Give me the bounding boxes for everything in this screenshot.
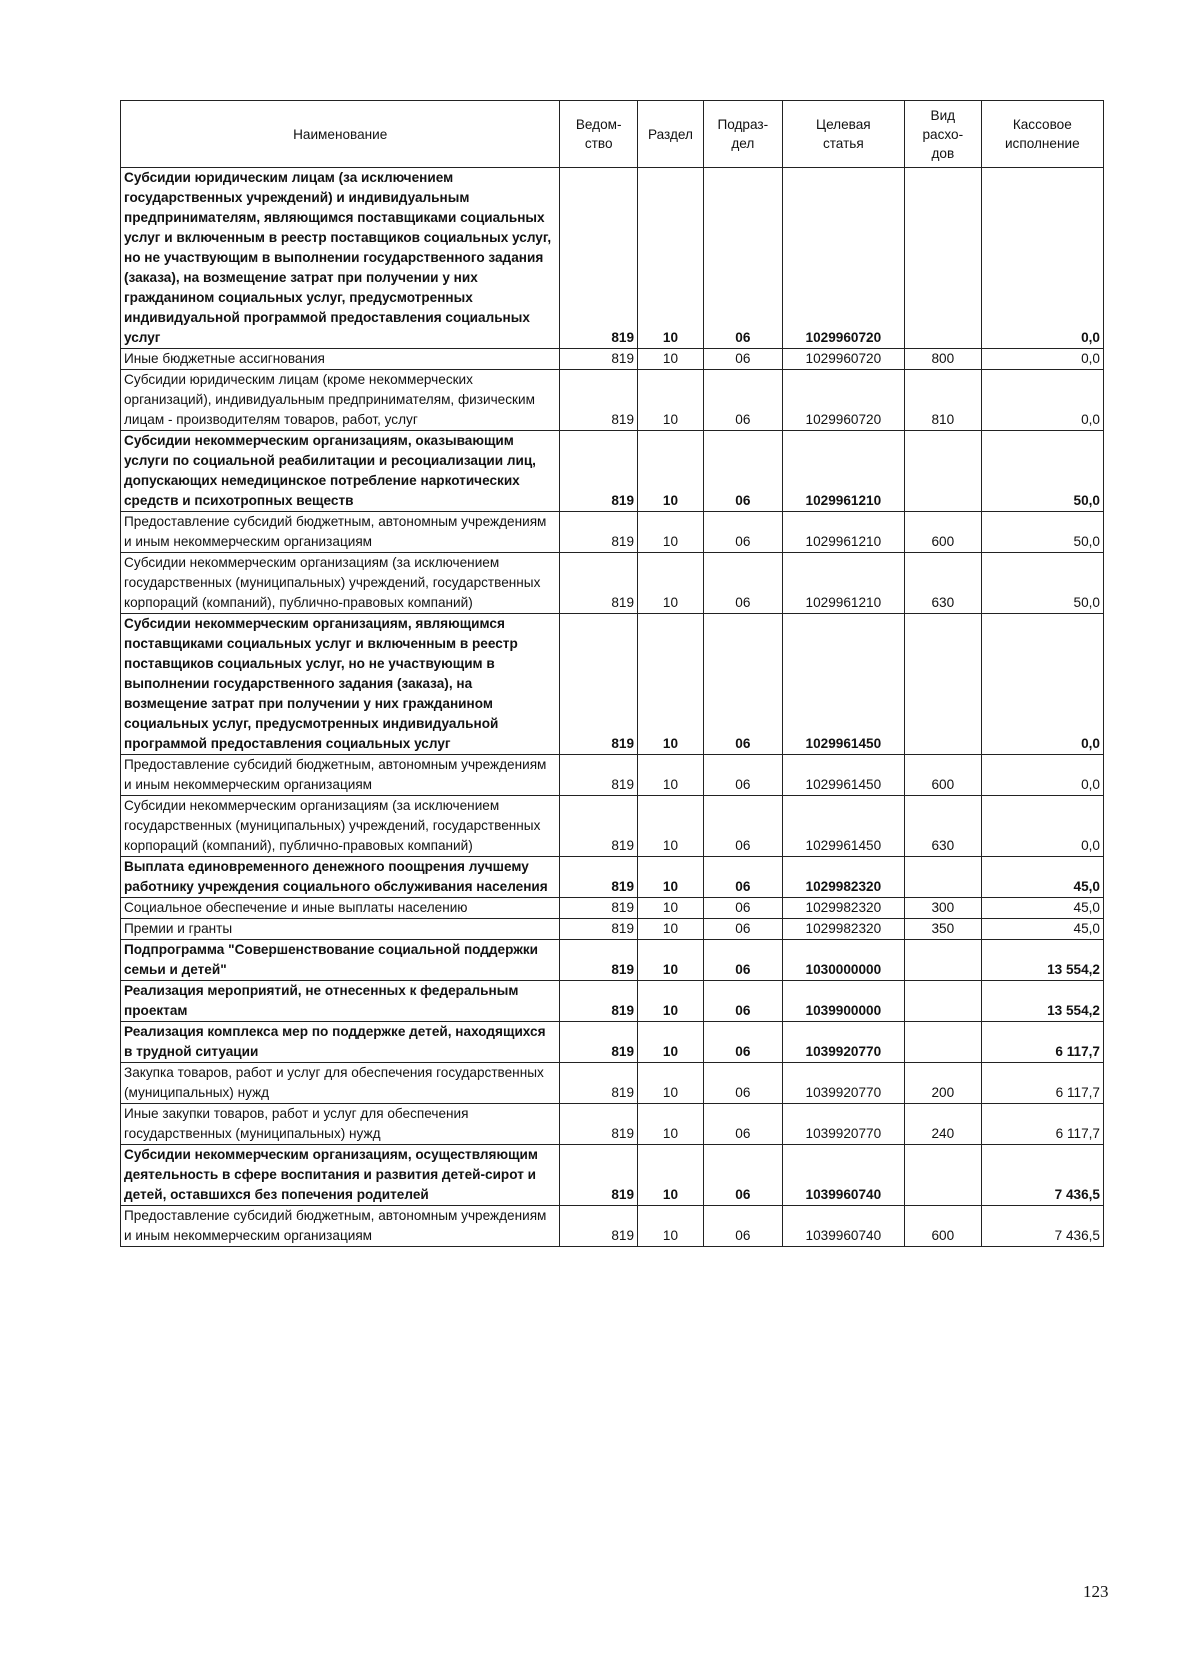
- cell-amount: 45,0: [981, 919, 1103, 940]
- cell-name: Субсидии юридическим лицам (за исключением государственных учреждений) и индивидуальным предпринимателям, являющимся поставщиками социальных услуг и включенным в реестр поставщиков социальных услуг, но не участвующим в выполнении государственного задания (заказа), на возмещение затрат при получении у них гражданином социальных услуг, предусмотренных индивидуальной программой предоставления социальных услуг: [121, 168, 560, 349]
- table-row: [121, 1206, 1104, 1247]
- cell-razdel: 10: [638, 168, 704, 349]
- cell-razdel: 10: [638, 981, 704, 1022]
- cell-podrazdel: 06: [703, 614, 782, 755]
- cell-vr: [905, 168, 982, 349]
- cell-name: Предоставление субсидий бюджетным, автономным учреждениям и иным некоммерческим организациям: [121, 512, 560, 553]
- cell-amount: 50,0: [981, 553, 1103, 614]
- cell-cs: 1029961450: [782, 614, 904, 755]
- cell-podrazdel: 06: [703, 1145, 782, 1206]
- cell-podrazdel: 06: [703, 898, 782, 919]
- table-row: [121, 431, 1104, 512]
- cell-podrazdel: 06: [703, 431, 782, 512]
- cell-name: Социальное обеспечение и иные выплаты населению: [121, 898, 560, 919]
- cell-cs: 1039960740: [782, 1145, 904, 1206]
- cell-vr: 800: [905, 349, 982, 370]
- header-row: [121, 101, 1104, 168]
- cell-vr: 300: [905, 898, 982, 919]
- cell-podrazdel: 06: [703, 1206, 782, 1247]
- cell-vr: [905, 940, 982, 981]
- cell-cs: 1039920770: [782, 1104, 904, 1145]
- cell-razdel: 10: [638, 431, 704, 512]
- cell-razdel: 10: [638, 940, 704, 981]
- cell-name: Реализация комплекса мер по поддержке детей, находящихся в трудной ситуации: [121, 1022, 560, 1063]
- cell-ved: 819: [560, 981, 638, 1022]
- cell-vr: [905, 1145, 982, 1206]
- table-body: [121, 168, 1104, 1247]
- table-row: [121, 614, 1104, 755]
- table-row: [121, 553, 1104, 614]
- table-row: [121, 1104, 1104, 1145]
- cell-razdel: 10: [638, 1104, 704, 1145]
- cell-cs: 1029961210: [782, 431, 904, 512]
- cell-cs: 1029982320: [782, 857, 904, 898]
- cell-cs: 1039920770: [782, 1063, 904, 1104]
- cell-amount: 7 436,5: [981, 1145, 1103, 1206]
- table-row: [121, 898, 1104, 919]
- cell-podrazdel: 06: [703, 1104, 782, 1145]
- cell-vr: 630: [905, 553, 982, 614]
- cell-razdel: 10: [638, 614, 704, 755]
- table-row: [121, 919, 1104, 940]
- cell-podrazdel: 06: [703, 1063, 782, 1104]
- cell-ved: 819: [560, 1104, 638, 1145]
- table-row: [121, 1022, 1104, 1063]
- cell-razdel: 10: [638, 349, 704, 370]
- cell-amount: 6 117,7: [981, 1063, 1103, 1104]
- cell-ved: 819: [560, 898, 638, 919]
- cell-cs: 1039960740: [782, 1206, 904, 1247]
- cell-ved: 819: [560, 1145, 638, 1206]
- cell-cs: 1029982320: [782, 898, 904, 919]
- cell-cs: 1029960720: [782, 349, 904, 370]
- cell-cs: 1029960720: [782, 168, 904, 349]
- cell-cs: 1039900000: [782, 981, 904, 1022]
- cell-podrazdel: 06: [703, 512, 782, 553]
- cell-name: Предоставление субсидий бюджетным, автономным учреждениям и иным некоммерческим организациям: [121, 1206, 560, 1247]
- cell-vr: 350: [905, 919, 982, 940]
- cell-razdel: 10: [638, 1063, 704, 1104]
- cell-name: Субсидии некоммерческим организациям, являющимся поставщиками социальных услуг и включенным в реестр поставщиков социальных услуг, но не участвующим в выполнении государственного задания (заказа), на возмещение затрат при получении у них гражданином социальных услуг, предусмотренных индивидуальной программой предоставления социальных услуг: [121, 614, 560, 755]
- cell-amount: 13 554,2: [981, 940, 1103, 981]
- cell-podrazdel: 06: [703, 1022, 782, 1063]
- cell-amount: 50,0: [981, 431, 1103, 512]
- cell-name: Субсидии некоммерческим организациям, оказывающим услуги по социальной реабилитации и ресоциализации лиц, допускающих немедицинское потребление наркотических средств и психотропных веществ: [121, 431, 560, 512]
- cell-ved: 819: [560, 1206, 638, 1247]
- table-row: [121, 796, 1104, 857]
- cell-vr: [905, 614, 982, 755]
- cell-razdel: 10: [638, 857, 704, 898]
- cell-razdel: 10: [638, 755, 704, 796]
- cell-ved: 819: [560, 1022, 638, 1063]
- cell-name: Субсидии юридическим лицам (кроме некоммерческих организаций), индивидуальным предпринимателям, физическим лицам - производителям товаров, работ, услуг: [121, 370, 560, 431]
- cell-name: Предоставление субсидий бюджетным, автономным учреждениям и иным некоммерческим организациям: [121, 755, 560, 796]
- cell-amount: 13 554,2: [981, 981, 1103, 1022]
- cell-amount: 7 436,5: [981, 1206, 1103, 1247]
- cell-name: Реализация мероприятий, не отнесенных к федеральным проектам: [121, 981, 560, 1022]
- table-row: [121, 168, 1104, 349]
- cell-ved: 819: [560, 431, 638, 512]
- cell-ved: 819: [560, 1063, 638, 1104]
- cell-razdel: 10: [638, 1145, 704, 1206]
- cell-cs: 1029982320: [782, 919, 904, 940]
- cell-name: Закупка товаров, работ и услуг для обеспечения государственных (муниципальных) нужд: [121, 1063, 560, 1104]
- cell-name: Выплата единовременного денежного поощрения лучшему работнику учреждения социального обслуживания населения: [121, 857, 560, 898]
- table-row: [121, 1145, 1104, 1206]
- cell-vr: 600: [905, 755, 982, 796]
- cell-razdel: 10: [638, 1022, 704, 1063]
- cell-amount: 0,0: [981, 370, 1103, 431]
- cell-razdel: 10: [638, 1206, 704, 1247]
- cell-podrazdel: 06: [703, 796, 782, 857]
- table-row: [121, 755, 1104, 796]
- budget-table: [120, 100, 1104, 1247]
- cell-ved: 819: [560, 857, 638, 898]
- cell-amount: 45,0: [981, 898, 1103, 919]
- header-name: Наименование: [121, 101, 560, 168]
- cell-razdel: 10: [638, 919, 704, 940]
- cell-ved: 819: [560, 614, 638, 755]
- header-razdel: Раздел: [638, 101, 704, 168]
- cell-ved: 819: [560, 349, 638, 370]
- header-amount: Кассовое исполнение: [981, 101, 1103, 168]
- cell-name: Субсидии некоммерческим организациям (за исключением государственных (муниципальных) учреждений, государственных корпораций (компаний), публично-правовых компаний): [121, 553, 560, 614]
- cell-vr: [905, 431, 982, 512]
- cell-vr: 630: [905, 796, 982, 857]
- cell-name: Субсидии некоммерческим организациям, осуществляющим деятельность в сфере воспитания и развития детей-сирот и детей, оставшихся без попечения родителей: [121, 1145, 560, 1206]
- cell-amount: 45,0: [981, 857, 1103, 898]
- cell-ved: 819: [560, 796, 638, 857]
- header-cs: Целевая статья: [782, 101, 904, 168]
- cell-cs: 1029960720: [782, 370, 904, 431]
- cell-amount: 0,0: [981, 614, 1103, 755]
- cell-podrazdel: 06: [703, 168, 782, 349]
- cell-name: Иные бюджетные ассигнования: [121, 349, 560, 370]
- header-podrazdel: Подраз- дел: [703, 101, 782, 168]
- cell-vr: 200: [905, 1063, 982, 1104]
- table-row: [121, 512, 1104, 553]
- cell-cs: 1029961210: [782, 512, 904, 553]
- cell-podrazdel: 06: [703, 981, 782, 1022]
- cell-podrazdel: 06: [703, 940, 782, 981]
- cell-podrazdel: 06: [703, 349, 782, 370]
- cell-vr: 240: [905, 1104, 982, 1145]
- table-row: [121, 1063, 1104, 1104]
- cell-cs: 1029961450: [782, 796, 904, 857]
- cell-ved: 819: [560, 168, 638, 349]
- cell-name: Премии и гранты: [121, 919, 560, 940]
- table-row: [121, 940, 1104, 981]
- table-row: [121, 981, 1104, 1022]
- header-vr: Вид расхо- дов: [905, 101, 982, 168]
- table-row: [121, 370, 1104, 431]
- cell-vr: 600: [905, 1206, 982, 1247]
- cell-name: Иные закупки товаров, работ и услуг для обеспечения государственных (муниципальных) нужд: [121, 1104, 560, 1145]
- cell-vr: [905, 857, 982, 898]
- cell-ved: 819: [560, 370, 638, 431]
- cell-name: Подпрограмма "Совершенствование социальной поддержки семьи и детей": [121, 940, 560, 981]
- cell-cs: 1030000000: [782, 940, 904, 981]
- cell-ved: 819: [560, 553, 638, 614]
- cell-vr: [905, 981, 982, 1022]
- cell-podrazdel: 06: [703, 553, 782, 614]
- cell-cs: 1029961450: [782, 755, 904, 796]
- cell-amount: 6 117,7: [981, 1022, 1103, 1063]
- cell-ved: 819: [560, 755, 638, 796]
- table-row: [121, 857, 1104, 898]
- cell-ved: 819: [560, 940, 638, 981]
- cell-razdel: 10: [638, 796, 704, 857]
- cell-ved: 819: [560, 919, 638, 940]
- header-ved: Ведом- ство: [560, 101, 638, 168]
- cell-cs: 1029961210: [782, 553, 904, 614]
- cell-ved: 819: [560, 512, 638, 553]
- cell-amount: 0,0: [981, 755, 1103, 796]
- cell-podrazdel: 06: [703, 857, 782, 898]
- cell-razdel: 10: [638, 512, 704, 553]
- cell-podrazdel: 06: [703, 370, 782, 431]
- cell-amount: 0,0: [981, 168, 1103, 349]
- cell-amount: 6 117,7: [981, 1104, 1103, 1145]
- page-number: 123: [1083, 1582, 1109, 1601]
- cell-vr: [905, 1022, 982, 1063]
- cell-razdel: 10: [638, 370, 704, 431]
- cell-podrazdel: 06: [703, 919, 782, 940]
- cell-vr: 600: [905, 512, 982, 553]
- cell-cs: 1039920770: [782, 1022, 904, 1063]
- cell-name: Субсидии некоммерческим организациям (за исключением государственных (муниципальных) учреждений, государственных корпораций (компаний), публично-правовых компаний): [121, 796, 560, 857]
- cell-razdel: 10: [638, 898, 704, 919]
- table-row: [121, 349, 1104, 370]
- cell-razdel: 10: [638, 553, 704, 614]
- cell-vr: 810: [905, 370, 982, 431]
- cell-podrazdel: 06: [703, 755, 782, 796]
- cell-amount: 0,0: [981, 796, 1103, 857]
- cell-amount: 50,0: [981, 512, 1103, 553]
- cell-amount: 0,0: [981, 349, 1103, 370]
